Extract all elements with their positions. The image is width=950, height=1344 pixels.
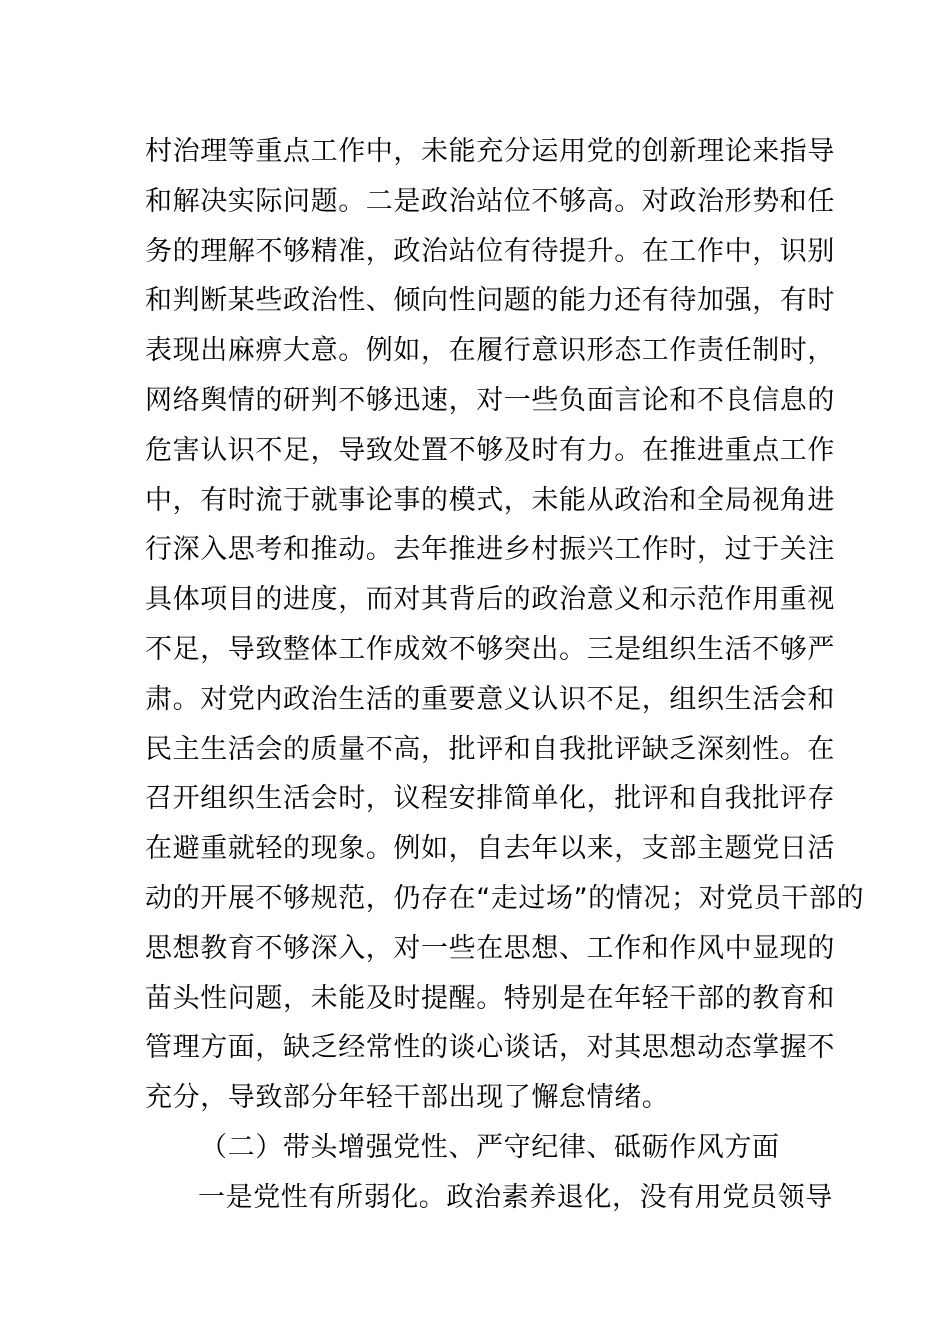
text-line: 具体项目的进度，而对其背后的政治意义和示范作用重视 [145,584,835,616]
text-line: 村治理等重点工作中，未能充分运用党的创新理论来指导 [145,136,835,167]
text-line: 行深入思考和推动。去年推进乡村振兴工作时，过于关注 [145,534,835,566]
text-line: 充分，导致部分年轻干部出现了懈怠情绪。 [145,1082,670,1114]
text-line: 中，有时流于就事论事的模式，未能从政治和全局视角进 [145,484,835,516]
text-line: 在避重就轻的现象。例如，自去年以来，支部主题党日活 [145,833,835,865]
text-line: 不足，导致整体工作成效不够突出。三是组织生活不够严 [145,633,835,665]
text-line: 网络舆情的研判不够迅速，对一些负面言论和不良信息的 [145,384,835,416]
text-line: 动的开展不够规范，仍存在“走过场”的情况；对党员干部的 [145,882,865,914]
text-line: 和判断某些政治性、倾向性问题的能力还有待加强，有时 [145,285,835,317]
text-line: 和解决实际问题。二是政治站位不够高。对政治形势和任 [145,185,835,217]
text-line: 管理方面，缺乏经常性的谈心谈话，对其思想动态掌握不 [145,1032,835,1064]
text-line: 危害认识不足，导致处置不够及时有力。在推进重点工作 [145,434,835,466]
text-line: 务的理解不够精准，政治站位有待提升。在工作中，识别 [145,235,835,267]
text-line: 肃。对党内政治生活的重要意义认识不足，组织生活会和 [145,683,835,715]
paragraph-start-line: 一是党性有所弱化。政治素养退化，没有用党员领导 [198,1181,833,1213]
text-line: 思想教育不够深入，对一些在思想、工作和作风中显现的 [145,932,835,964]
text-line: 表现出麻痹大意。例如，在履行意识形态工作责任制时， [145,335,835,367]
text-line: 民主生活会的质量不高，批评和自我批评缺乏深刻性。在 [145,733,835,765]
body-text [145,127,865,1223]
text-line: 召开组织生活会时，议程安排简单化，批评和自我批评存 [145,783,835,815]
text-line: 苗头性问题，未能及时提醒。特别是在年轻干部的教育和 [145,982,835,1014]
section-subheading: （二）带头增强党性、严守纪律、砥砺作风方面 [200,1131,780,1163]
